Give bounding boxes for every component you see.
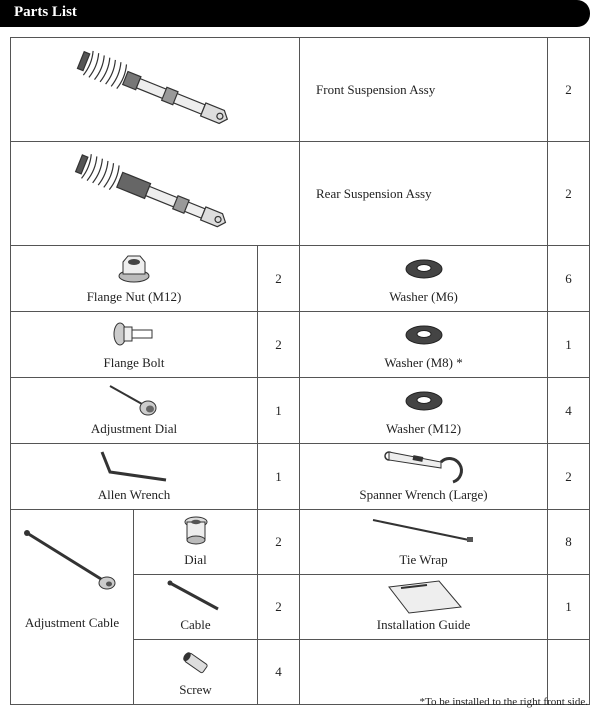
flange-bolt-icon [112, 320, 156, 348]
rear-suspension-illustration [65, 149, 245, 239]
dial-icon [183, 516, 209, 548]
adjustment-cable-name: Adjustment Cable [24, 615, 120, 630]
allen-wrench-name: Allen Wrench [97, 487, 171, 502]
washer-m6-icon [404, 258, 444, 280]
table-row [11, 444, 590, 510]
tie-wrap-icon [369, 516, 479, 546]
washer-m6-qty: 6 [548, 246, 590, 312]
flange-nut-name: Flange Nut (M12) [86, 289, 182, 304]
flange-bolt-qty: 2 [258, 312, 300, 378]
adjustment-dial-cell [11, 378, 258, 444]
cable-name: Cable [180, 617, 211, 632]
adjustment-dial-qty: 1 [258, 378, 300, 444]
spanner-wrench-qty: 2 [548, 444, 590, 510]
empty-qty-cell [548, 640, 590, 705]
adjustment-cable-cell [11, 510, 134, 705]
adjustment-dial-name: Adjustment Dial [90, 421, 178, 436]
washer-m6-cell [300, 246, 548, 312]
allen-wrench-icon [98, 448, 170, 484]
table-row [11, 312, 590, 378]
table-row [11, 378, 590, 444]
washer-m12-icon [404, 390, 444, 412]
dial-cell [134, 510, 258, 575]
allen-wrench-qty: 1 [258, 444, 300, 510]
tie-wrap-name: Tie Wrap [399, 552, 448, 567]
adjustment-dial-icon [106, 382, 162, 418]
screw-icon [181, 650, 211, 676]
screw-name: Screw [179, 682, 212, 697]
washer-m8-icon [404, 324, 444, 346]
front-suspension-image-cell [11, 38, 300, 142]
flange-nut-icon [117, 254, 151, 284]
washer-m8-qty: 1 [548, 312, 590, 378]
flange-nut-qty: 2 [258, 246, 300, 312]
rear-suspension-image-cell [11, 142, 300, 246]
washer-m12-qty: 4 [548, 378, 590, 444]
washer-m6-name: Washer (M6) [389, 289, 458, 304]
rear-suspension-qty: 2 [548, 142, 590, 246]
cable-qty: 2 [258, 575, 300, 640]
installation-guide-qty: 1 [548, 575, 590, 640]
table-row [11, 246, 590, 312]
front-suspension-illustration [65, 45, 245, 135]
screw-cell [134, 640, 258, 705]
installation-guide-name: Installation Guide [376, 617, 471, 632]
allen-wrench-cell [11, 444, 258, 510]
installation-guide-icon [379, 579, 469, 615]
footnote: *To be installed to the right front side. [419, 696, 588, 708]
parts-list-title: Parts List [14, 4, 77, 20]
flange-nut-cell [11, 246, 258, 312]
washer-m8-name: Washer (M8) * [384, 355, 463, 370]
washer-m12-name: Washer (M12) [385, 421, 462, 436]
screw-qty: 4 [258, 640, 300, 705]
flange-bolt-cell [11, 312, 258, 378]
cable-cell [134, 575, 258, 640]
dial-name: Dial [184, 552, 207, 567]
parts-table [10, 37, 590, 705]
installation-guide-cell [300, 575, 548, 640]
tie-wrap-cell [300, 510, 548, 575]
table-row [11, 142, 590, 246]
adjustment-cable-icon [21, 527, 121, 597]
rear-suspension-name: Rear Suspension Assy [300, 142, 548, 246]
tie-wrap-qty: 8 [548, 510, 590, 575]
front-suspension-name: Front Suspension Assy [300, 38, 548, 142]
washer-m8-cell [300, 312, 548, 378]
spanner-wrench-name: Spanner Wrench (Large) [359, 487, 488, 502]
table-row [11, 38, 590, 142]
washer-m12-cell [300, 378, 548, 444]
parts-list-header [0, 0, 590, 27]
front-suspension-qty: 2 [548, 38, 590, 142]
empty-cell [300, 640, 548, 705]
spanner-wrench-cell [300, 444, 548, 510]
flange-bolt-name: Flange Bolt [103, 355, 165, 370]
spanner-wrench-icon [381, 448, 467, 484]
dial-qty: 2 [258, 510, 300, 575]
table-row [11, 510, 590, 575]
cable-icon [156, 579, 236, 615]
